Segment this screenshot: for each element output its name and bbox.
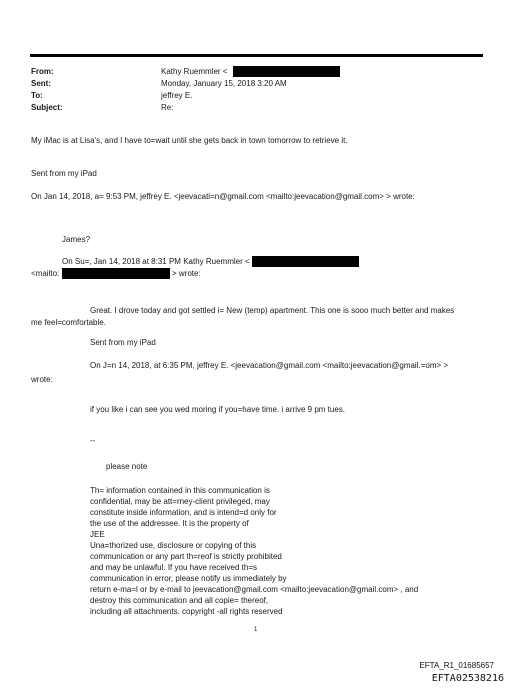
redaction-box — [62, 268, 170, 279]
to-label: To: — [31, 91, 43, 100]
quote-header: On Jan 14, 2018, a= 9:53 PM, jeffrey E. <jeevacati=n@gmail.com <mailto:jeevacation@gmail.com> > wrote: — [31, 192, 415, 201]
quoted-message: me feel=comfortable. — [31, 318, 106, 327]
quoted-message: if you like i can see you wed moring if you=have time. i arrive 9 pm tues. — [90, 405, 346, 414]
sent-value: Monday, January 15, 2018 3:20 AM — [161, 79, 287, 88]
notice-line: communication or any part th=reof is strictly prohibited — [90, 552, 282, 561]
message-line: My iMac is at Lisa's, and I have to=wait until she gets back in town tomorrow to retrieve it. — [31, 136, 348, 145]
notice-line: destroy this communication and all copie= thereof, — [90, 596, 269, 605]
from-label: From: — [31, 67, 54, 76]
header-rule — [30, 54, 483, 57]
notice-line: return e-ma=l or by e-mail to jeevacation@gmail.com <mailto:jeevacation@gmail.com> , and — [90, 585, 419, 594]
quote-header: <mailto: — [31, 269, 60, 278]
subject-value: Re: — [161, 103, 174, 112]
quoted-message: James? — [62, 235, 91, 244]
quote-header: On J=n 14, 2018, at 6:35 PM, jeffrey E. <jeevacation@gmail.com <mailto:jeevacation@gmail.=om> > — [90, 361, 449, 370]
notice-line: and may be unlawful. If you have received th=s — [90, 563, 257, 572]
notice-line: Una=thorized use, disclosure or copying of this — [90, 541, 257, 550]
redaction-box — [233, 66, 340, 77]
sent-label: Sent: — [31, 79, 51, 88]
note-title: please note — [106, 462, 148, 471]
notice-line: JEE — [90, 530, 105, 539]
separator-text: -- — [90, 436, 96, 445]
quote-header: On Su=, Jan 14, 2018 at 8:31 PM Kathy Ruemmler < — [62, 257, 250, 266]
signature-line: Sent from my iPad — [31, 169, 97, 178]
quote-header: > wrote: — [172, 269, 201, 278]
signature-line: Sent from my iPad — [90, 338, 156, 347]
document-id: EFTA_R1_01685657 — [419, 661, 494, 670]
notice-line: constitute inside information, and is intend=d only for — [90, 508, 277, 517]
from-value: Kathy Ruemmler < — [161, 67, 228, 76]
quote-header: wrote: — [31, 375, 53, 384]
notice-line: communication in error, please notify us immediately by — [90, 574, 287, 583]
notice-line: including all attachments. copyright -all rights reserved — [90, 607, 283, 616]
notice-line: the use of the addressee. It is the property of — [90, 519, 249, 528]
page-number: 1 — [254, 627, 258, 633]
notice-line: confidential, may be att=rney-client privileged, may — [90, 497, 270, 506]
document-id: EFTA02538216 — [431, 673, 504, 684]
notice-line: Th= information contained in this communication is — [90, 486, 270, 495]
redaction-box — [252, 256, 359, 267]
subject-label: Subject: — [31, 103, 63, 112]
quoted-message: Great. I drove today and got settled i= New (temp) apartment. This one is sooo much better and makes — [90, 306, 455, 315]
to-value: jeffrey E. — [161, 91, 193, 100]
